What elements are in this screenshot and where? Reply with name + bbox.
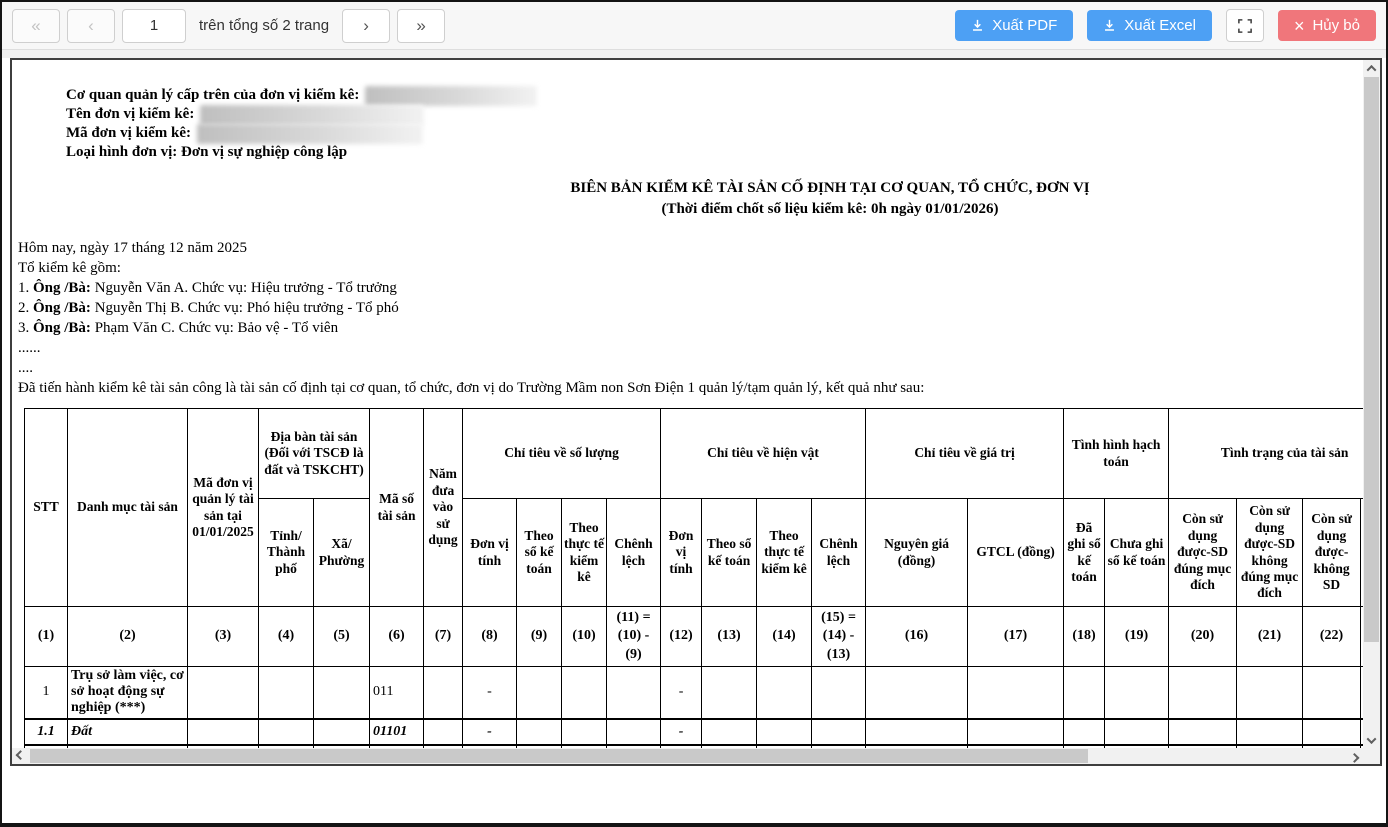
column-number-cell: (8) — [463, 607, 517, 667]
scroll-left-button[interactable] — [12, 748, 29, 764]
table-header-cell: Mã số tài sản — [370, 409, 424, 607]
chevron-left-icon — [16, 750, 26, 760]
table-header-cell: Theo sổ kế toán — [517, 499, 562, 607]
member-line: 2. Ông /Bà: Nguyễn Thị B. Chức vụ: Phó hiệu trưởng - Tổ phó — [18, 300, 399, 316]
table-cell: 01101 — [370, 719, 424, 745]
table-cell — [314, 667, 370, 719]
table-cell — [188, 667, 259, 719]
table-cell — [259, 719, 314, 745]
preview-stage — [2, 58, 1386, 766]
table-header-cell: Tình hình hạch toán — [1064, 409, 1169, 499]
unit-code-line: Mã đơn vị kiểm kê: — [66, 124, 1363, 143]
last-page-icon: » — [416, 15, 426, 35]
table-cell — [517, 667, 562, 719]
fullscreen-button[interactable] — [1226, 9, 1264, 42]
table-header-cell: Mã đơn vị quản lý tài sản tại 01/01/2025 — [188, 409, 259, 607]
table-cell: 011 — [370, 667, 424, 719]
table-cell: 1 — [25, 667, 68, 719]
horizontal-scrollbar[interactable] — [12, 748, 1363, 764]
column-number-cell: (11) = (10) - (9) — [607, 607, 661, 667]
table-cell: - — [661, 719, 702, 745]
table-cell: - — [661, 667, 702, 719]
table-cell: 1.1 — [25, 719, 68, 745]
export-pdf-button[interactable]: Xuất PDF — [955, 10, 1073, 41]
table-header-cell: Chỉ tiêu về giá trị — [866, 409, 1064, 499]
column-number-cell: (18) — [1064, 607, 1105, 667]
table-cell — [702, 719, 757, 745]
parent-agency-line: Cơ quan quản lý cấp trên của đơn vị kiểm kê: — [66, 86, 1363, 105]
chevron-right-icon — [1350, 752, 1360, 762]
column-number-cell: (9) — [517, 607, 562, 667]
table-header-cell: GTCL (đồng) — [968, 499, 1064, 607]
dots-line: ...... — [18, 340, 41, 356]
table-header-cell: Còn sử dụng được-không SD — [1303, 499, 1361, 607]
document-page — [12, 60, 1363, 748]
table-cell — [607, 719, 661, 745]
pager — [12, 9, 445, 43]
table-cell — [1237, 667, 1303, 719]
table-header-cell: Chênh lệch — [607, 499, 661, 607]
table-header-cell: Còn sử dụng được-SD không đúng mục đích — [1237, 499, 1303, 607]
table-cell — [757, 719, 812, 745]
table-header-cell: Đơn vị tính — [661, 499, 702, 607]
scroll-up-button[interactable] — [1363, 60, 1380, 76]
scroll-right-button[interactable] — [1346, 748, 1363, 764]
cancel-button[interactable]: × Hủy bỏ — [1278, 10, 1376, 41]
table-cell — [757, 667, 812, 719]
table-cell — [1169, 719, 1237, 745]
column-number-cell: (6) — [370, 607, 424, 667]
table-cell — [424, 719, 463, 745]
table-cell — [562, 719, 607, 745]
table-cell — [968, 667, 1064, 719]
inventory-table — [24, 408, 1363, 748]
page-number-input[interactable] — [122, 9, 186, 43]
table-header-cell: Theo thực tế kiểm kê — [757, 499, 812, 607]
chevron-down-icon — [1367, 734, 1377, 744]
first-page-icon: « — [31, 15, 41, 35]
next-page-button[interactable] — [342, 9, 390, 43]
table-cell: Đất — [68, 719, 188, 745]
table-cell — [812, 719, 866, 745]
table-cell: - — [463, 719, 517, 745]
column-number-cell: (7) — [424, 607, 463, 667]
table-header-cell: Năm đưa vào sử dụng — [424, 409, 463, 607]
redacted-text — [197, 124, 423, 144]
table-header-cell: Tình trạng của tài sản — [1169, 409, 1363, 499]
download-icon — [971, 19, 984, 32]
table-cell — [866, 719, 968, 745]
table-cell — [968, 719, 1064, 745]
title-block — [16, 178, 1363, 220]
table-row — [25, 719, 1364, 745]
fullscreen-icon — [1238, 19, 1252, 33]
redacted-text — [365, 86, 537, 106]
column-number-cell: (15) = (14) - (13) — [812, 607, 866, 667]
table-header-cell: Tỉnh/ Thành phố — [259, 499, 314, 607]
toolbar — [2, 2, 1386, 50]
column-number-cell: (3) — [188, 607, 259, 667]
table-cell: - — [463, 667, 517, 719]
column-number-cell: (13) — [702, 607, 757, 667]
table-cell — [1237, 719, 1303, 745]
column-number-cell: (21) — [1237, 607, 1303, 667]
redacted-text — [200, 105, 424, 125]
document-frame — [10, 58, 1382, 766]
page-total-label: trên tổng số 2 trang — [199, 17, 330, 34]
table-cell — [1105, 667, 1169, 719]
column-number-cell: (19) — [1105, 607, 1169, 667]
table-header-cell: Theo sổ kế toán — [702, 499, 757, 607]
column-number-cell: (22) — [1303, 607, 1361, 667]
table-header-cell: Chỉ tiêu về hiện vật — [661, 409, 866, 499]
toolbar-actions — [955, 9, 1376, 42]
first-page-button[interactable] — [12, 9, 60, 43]
date-line: Hôm nay, ngày 17 tháng 12 năm 2025 — [18, 240, 247, 256]
last-page-button[interactable] — [397, 9, 445, 43]
table-header-cell: Nguyên giá (đồng) — [866, 499, 968, 607]
table-cell — [259, 667, 314, 719]
column-number-cell: (2) — [68, 607, 188, 667]
document-body — [18, 238, 1363, 398]
export-excel-button[interactable]: Xuất Excel — [1087, 10, 1212, 41]
table-cell — [517, 719, 562, 745]
table-cell — [1105, 719, 1169, 745]
download-icon — [1103, 19, 1116, 32]
prev-page-icon: ‹ — [88, 15, 94, 35]
toolbar-gap — [2, 50, 1386, 58]
column-number-cell: (5) — [314, 607, 370, 667]
committee-line: Tổ kiểm kê gồm: — [18, 260, 121, 276]
scroll-down-button[interactable] — [1363, 732, 1380, 748]
document-viewport — [12, 60, 1363, 748]
table-header-cell: Đơn vị tính — [463, 499, 517, 607]
table-row — [25, 667, 1364, 719]
table-cell — [812, 667, 866, 719]
column-number-cell: (1) — [25, 607, 68, 667]
table-cell — [702, 667, 757, 719]
prev-page-button[interactable] — [67, 9, 115, 43]
column-number-row — [25, 607, 1364, 667]
table-header-cell: Đã ghi sổ kế toán — [1064, 499, 1105, 607]
table-cell — [1169, 667, 1237, 719]
vertical-scrollbar-thumb[interactable] — [1364, 77, 1379, 642]
result-paragraph: Đã tiến hành kiểm kê tài sản công là tài sản cố định tại cơ quan, tổ chức, đơn vị do Trường Mầm non Sơn Điện 1 quản lý/tạm quản lý, kết quả như sau: — [18, 380, 925, 396]
vertical-scrollbar[interactable] — [1363, 60, 1380, 748]
scrollbar-corner — [1363, 748, 1380, 764]
table-cell — [866, 667, 968, 719]
member-line: 3. Ông /Bà: Phạm Văn C. Chức vụ: Bảo vệ - Tổ viên — [18, 320, 339, 336]
horizontal-scrollbar-thumb[interactable] — [30, 749, 1088, 763]
table-header-cell: Chưa ghi sổ kế toán — [1105, 499, 1169, 607]
table-cell — [562, 667, 607, 719]
column-number-cell: (20) — [1169, 607, 1237, 667]
document-subtitle: (Thời điểm chốt số liệu kiểm kê: 0h ngày 01/01/2026) — [661, 201, 999, 217]
close-icon: × — [1293, 15, 1305, 36]
table-cell — [1064, 719, 1105, 745]
column-number-cell: (17) — [968, 607, 1064, 667]
unit-type-line: Loại hình đơn vị: Đơn vị sự nghiệp công lập — [66, 144, 348, 160]
column-number-cell: (14) — [757, 607, 812, 667]
dots-line: .... — [18, 360, 33, 376]
table-cell: Trụ sở làm việc, cơ sở hoạt động sự nghiệp (***) — [68, 667, 188, 719]
document-title: BIÊN BẢN KIỂM KÊ TÀI SẢN CỐ ĐỊNH TẠI CƠ QUAN, TỔ CHỨC, ĐƠN VỊ — [570, 180, 1090, 196]
table-cell — [314, 719, 370, 745]
column-number-cell: (16) — [866, 607, 968, 667]
table-header-cell: Chỉ tiêu về số lượng — [463, 409, 661, 499]
table-header-cell: Địa bàn tài sản (Đối với TSCĐ là đất và TSKCHT) — [259, 409, 370, 499]
chevron-up-icon — [1367, 64, 1377, 74]
table-cell — [1064, 667, 1105, 719]
table-header-cell: Xã/ Phường — [314, 499, 370, 607]
table-cell — [1303, 719, 1361, 745]
column-number-cell: (12) — [661, 607, 702, 667]
unit-info-block — [66, 86, 1363, 162]
table-header-row — [25, 409, 1364, 499]
table-header-cell: Chênh lệch — [812, 499, 866, 607]
unit-name-line: Tên đơn vị kiểm kê: — [66, 105, 1363, 124]
table-cell — [188, 719, 259, 745]
table-cell — [607, 667, 661, 719]
table-header-cell: STT — [25, 409, 68, 607]
table-header-cell: Còn sử dụng được-SD đúng mục đích — [1169, 499, 1237, 607]
column-number-cell: (4) — [259, 607, 314, 667]
next-page-icon: › — [363, 15, 369, 35]
table-cell — [1303, 667, 1361, 719]
member-line: 1. Ông /Bà: Nguyễn Văn A. Chức vụ: Hiệu trưởng - Tổ trưởng — [18, 280, 397, 296]
table-header-cell: Theo thực tế kiểm kê — [562, 499, 607, 607]
table-header-cell: Danh mục tài sản — [68, 409, 188, 607]
column-number-cell: (10) — [562, 607, 607, 667]
table-cell — [424, 667, 463, 719]
